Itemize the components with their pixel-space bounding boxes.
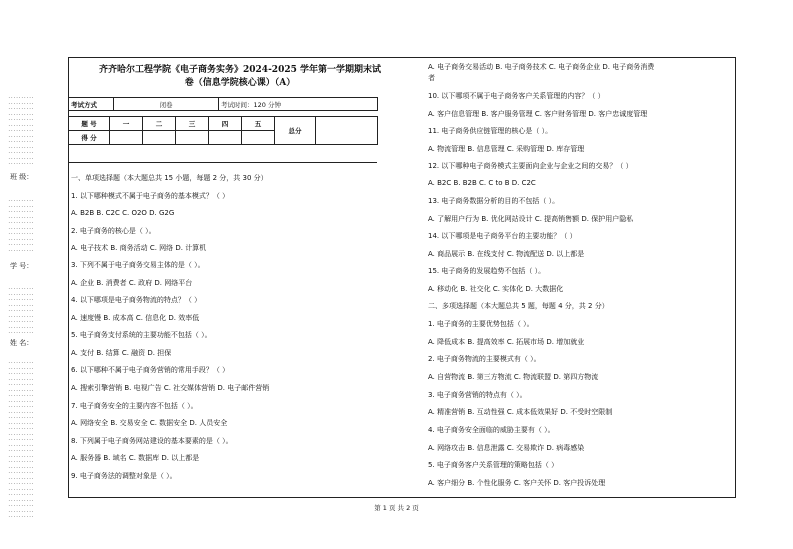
question-options: A. 速度慢 B. 成本高 C. 信息化 D. 效率低 xyxy=(71,314,200,322)
question-text: 1. 以下哪种模式不属于电子商务的基本模式？（ ） xyxy=(71,192,230,200)
score-table xyxy=(68,116,378,145)
question-text: 2. 电子商务物流的主要模式有（ ）。 xyxy=(428,355,541,363)
question-text: 11. 电子商务供应链管理的核心是（ ）。 xyxy=(428,127,553,135)
question-text: 3. 下列不属于电子商务交易主体的是（ ）。 xyxy=(71,261,205,269)
question-options: 者 xyxy=(428,74,435,82)
score-col-1: 一 xyxy=(110,117,143,131)
score-cell[interactable] xyxy=(209,131,242,145)
question-options: A. 网络攻击 B. 信息泄露 C. 交易欺诈 D. 病毒感染 xyxy=(428,444,585,452)
question-options: A. 精准营销 B. 互动性强 C. 成本低效果好 D. 不受时空限制 xyxy=(428,408,613,416)
score-cell[interactable] xyxy=(143,131,176,145)
header-divider xyxy=(68,162,377,163)
score-cell[interactable] xyxy=(176,131,209,145)
question-text: 7. 电子商务安全的主要内容不包括（ ）。 xyxy=(71,402,198,410)
name-label: 姓 名： xyxy=(10,339,34,347)
question-text: 8. 下列属于电子商务网站建设的基本要素的是（ ）。 xyxy=(71,437,233,445)
question-options: A. 降低成本 B. 提高效率 C. 拓展市场 D. 增加就业 xyxy=(428,338,585,346)
question-options: A. 搜索引擎营销 B. 电视广告 C. 社交媒体营销 D. 电子邮件营销 xyxy=(71,384,270,392)
question-text: 14. 以下哪项是电子商务平台的主要功能？（ ） xyxy=(428,232,577,240)
score-col-2: 二 xyxy=(143,117,176,131)
exam-title-line1: 齐齐哈尔工程学院《电子商务实务》2024-2025 学年第一学期期末试 xyxy=(99,65,381,75)
exam-time: 考试时间：120 分钟 xyxy=(219,98,378,111)
question-options: A. 支付 B. 结算 C. 融资 D. 担保 xyxy=(71,349,172,357)
question-text: 12. 以下哪种电子商务模式主要面向企业与企业之间的交易？（ ） xyxy=(428,162,633,170)
question-options: A. 电子商务交易活动 B. 电子商务技术 C. 电子商务企业 D. 电子商务消费 xyxy=(428,63,655,71)
student-id-label: 学 号： xyxy=(10,262,34,270)
question-text: 2. 电子商务的核心是（ ）。 xyxy=(71,227,156,235)
question-text: 15. 电子商务的发展趋势不包括（ ）。 xyxy=(428,267,546,275)
score-row-label: 得 分 xyxy=(69,131,110,145)
question-text: 5. 电子商务客户关系管理的策略包括（ ） xyxy=(428,461,559,469)
total-score-cell[interactable] xyxy=(316,117,378,145)
score-cell[interactable] xyxy=(110,131,143,145)
exam-type-value: 闭卷 xyxy=(114,98,219,111)
question-text: 4. 电子商务安全面临的威胁主要有（ ）。 xyxy=(428,426,555,434)
score-cell[interactable] xyxy=(242,131,275,145)
exam-title-line2: 卷（信息学院核心课）（A） xyxy=(184,78,296,88)
question-options: A. B2C B. B2B C. C to B D. C2C xyxy=(428,179,536,187)
seal-dotted-line: ·········· ·········· ·········· ·········· ·········· ·········· ·········· ·········· ·········· ·········· xyxy=(8,198,35,253)
page-number: 第 1 页 共 2 页 xyxy=(374,504,419,512)
total-score-label: 总分 xyxy=(275,117,316,145)
section-heading: 二、多项选择题（本大题总共 5 题，每题 4 分，共 2 分） xyxy=(428,302,609,310)
score-col-3: 三 xyxy=(176,117,209,131)
score-col-4: 四 xyxy=(209,117,242,131)
score-col-5: 五 xyxy=(242,117,275,131)
question-options: A. 客户信息管理 B. 客户服务管理 C. 客户财务管理 D. 客户忠诚度管理 xyxy=(428,110,648,118)
section-heading: 一、单项选择题（本大题总共 15 小题，每题 2 分，共 30 分） xyxy=(71,174,268,182)
question-text: 4. 以下哪项是电子商务物流的特点？（ ） xyxy=(71,296,202,304)
question-options: A. 服务器 B. 域名 C. 数据库 D. 以上都是 xyxy=(71,454,200,462)
question-text: 9. 电子商务法的调整对象是（ ）。 xyxy=(71,472,177,480)
question-text: 1. 电子商务的主要优势包括（ ）。 xyxy=(428,320,534,328)
question-options: A. 商品展示 B. 在线支付 C. 物流配送 D. 以上都是 xyxy=(428,250,585,258)
question-options: A. 了解用户行为 B. 优化网站设计 C. 提高销售额 D. 保护用户隐私 xyxy=(428,215,634,223)
question-text: 13. 电子商务数据分析的目的不包括（ ）。 xyxy=(428,197,560,205)
question-number-label: 题 号 xyxy=(69,117,110,131)
exam-type-label: 考试方式 xyxy=(69,98,114,111)
question-options: A. 网络安全 B. 交易安全 C. 数据安全 D. 人员安全 xyxy=(71,419,228,427)
seal-dotted-line: ·········· ·········· ·········· ·········· ·········· ·········· ·········· ·········· ·········· xyxy=(8,286,35,335)
question-options: A. 企业 B. 消费者 C. 政府 D. 网络平台 xyxy=(71,279,193,287)
question-text: 10. 以下哪项不属于电子商务客户关系管理的内容？（ ） xyxy=(428,92,605,100)
exam-info-table xyxy=(68,97,378,111)
question-options: A. 电子技术 B. 商务活动 C. 网络 D. 计算机 xyxy=(71,244,207,252)
seal-dotted-line: ·········· ·········· ·········· ·········· ·········· ·········· ·········· ·········· ·········· ·········· ·········· ·········· ·········· xyxy=(8,95,35,166)
question-text: 6. 以下哪种不属于电子商务营销的常用手段？（ ） xyxy=(71,366,230,374)
question-text: 3. 电子商务营销的特点有（ ）。 xyxy=(428,391,527,399)
question-options: A. 客户细分 B. 个性化服务 C. 客户关怀 D. 客户投诉处理 xyxy=(428,479,606,487)
question-options: A. 物流管理 B. 信息管理 C. 采购管理 D. 库存管理 xyxy=(428,145,585,153)
seal-dotted-line: ·········· ·········· ·········· ·········· ·········· ·········· ·········· ·········· ·········· ·········· ·········· ·········· ·········· ·········· ·········· ·········· ·········· ·········· ·········· ·········· ·········· ·········· ·········· ·········· ·········· ·········· ·········· ·········· ·········· xyxy=(8,360,35,519)
question-options: A. B2B B. C2C C. O2O D. G2G xyxy=(71,209,175,217)
question-options: A. 自营物流 B. 第三方物流 C. 物流联盟 D. 第四方物流 xyxy=(428,373,599,381)
question-text: 5. 电子商务支付系统的主要功能不包括（ ）。 xyxy=(71,331,212,339)
class-label: 班 级： xyxy=(10,173,34,181)
question-options: A. 移动化 B. 社交化 C. 实体化 D. 大数据化 xyxy=(428,285,564,293)
